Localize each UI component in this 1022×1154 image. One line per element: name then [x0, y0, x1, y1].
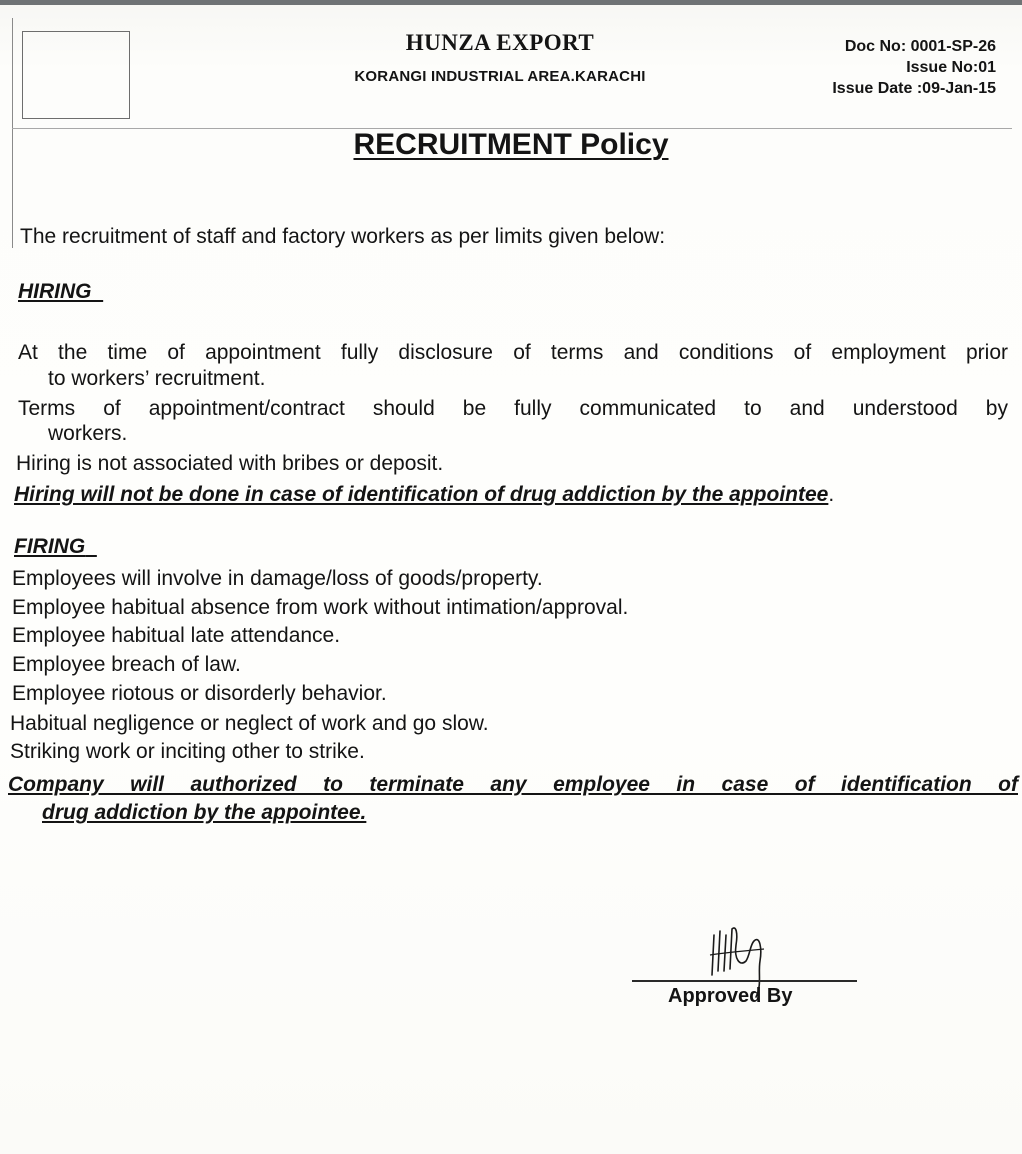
firing-item: Employee riotous or disorderly behavior. [12, 682, 387, 705]
firing-item: Employees will involve in damage/loss of goods/property. [12, 567, 543, 590]
firing-item: Habitual negligence or neglect of work and go slow. [10, 712, 489, 735]
hiring-item: Terms of appointment/contract should be fully communicated to and understood by [18, 397, 1008, 420]
page-top-edge [0, 0, 1022, 5]
hiring-item: workers. [48, 422, 128, 445]
hiring-item: At the time of appointment fully disclosure of terms and conditions of employment prior [18, 341, 1008, 364]
hiring-drug-clause-text: Hiring will not be done in case of identification of drug addiction by the appointee [14, 483, 829, 506]
issue-date: Issue Date :09-Jan-15 [832, 80, 996, 97]
hiring-heading-text: HIRING [18, 280, 92, 303]
approval-signature-block [632, 905, 862, 1015]
page-title: RECRUITMENT Policy [353, 128, 669, 161]
company-name: HUNZA EXPORT [405, 30, 595, 55]
firing-item: Employee habitual late attendance. [12, 624, 341, 647]
firing-heading-text: FIRING [14, 535, 86, 558]
firing-heading [14, 535, 97, 559]
firing-drug-clause: Company will authorized to terminate any employee in case of identification of [8, 773, 1018, 796]
hiring-heading [18, 280, 103, 304]
issue-number: Issue No:01 [906, 59, 996, 76]
doc-number: Doc No: 0001-SP-26 [844, 38, 996, 55]
firing-item: Striking work or inciting other to strike. [10, 740, 365, 763]
hiring-drug-clause-period: . [828, 483, 835, 506]
firing-item: Employee habitual absence from work without intimation/approval. [12, 596, 629, 619]
intro-text: The recruitment of staff and factory workers as per limits given below: [20, 225, 666, 248]
hiring-drug-clause [14, 482, 834, 508]
hiring-item: Hiring is not associated with bribes or deposit. [16, 452, 444, 475]
document-metadata [832, 36, 996, 99]
approved-by-label: Approved By [668, 985, 793, 1007]
hiring-item: to workers’ recruitment. [48, 367, 266, 390]
firing-drug-clause-continued: drug addiction by the appointee. [42, 801, 367, 824]
signature-line [632, 980, 857, 982]
logo-placeholder-box [22, 31, 130, 119]
company-address: KORANGI INDUSTRIAL AREA.KARACHI [354, 68, 646, 85]
firing-item: Employee breach of law. [12, 653, 241, 676]
